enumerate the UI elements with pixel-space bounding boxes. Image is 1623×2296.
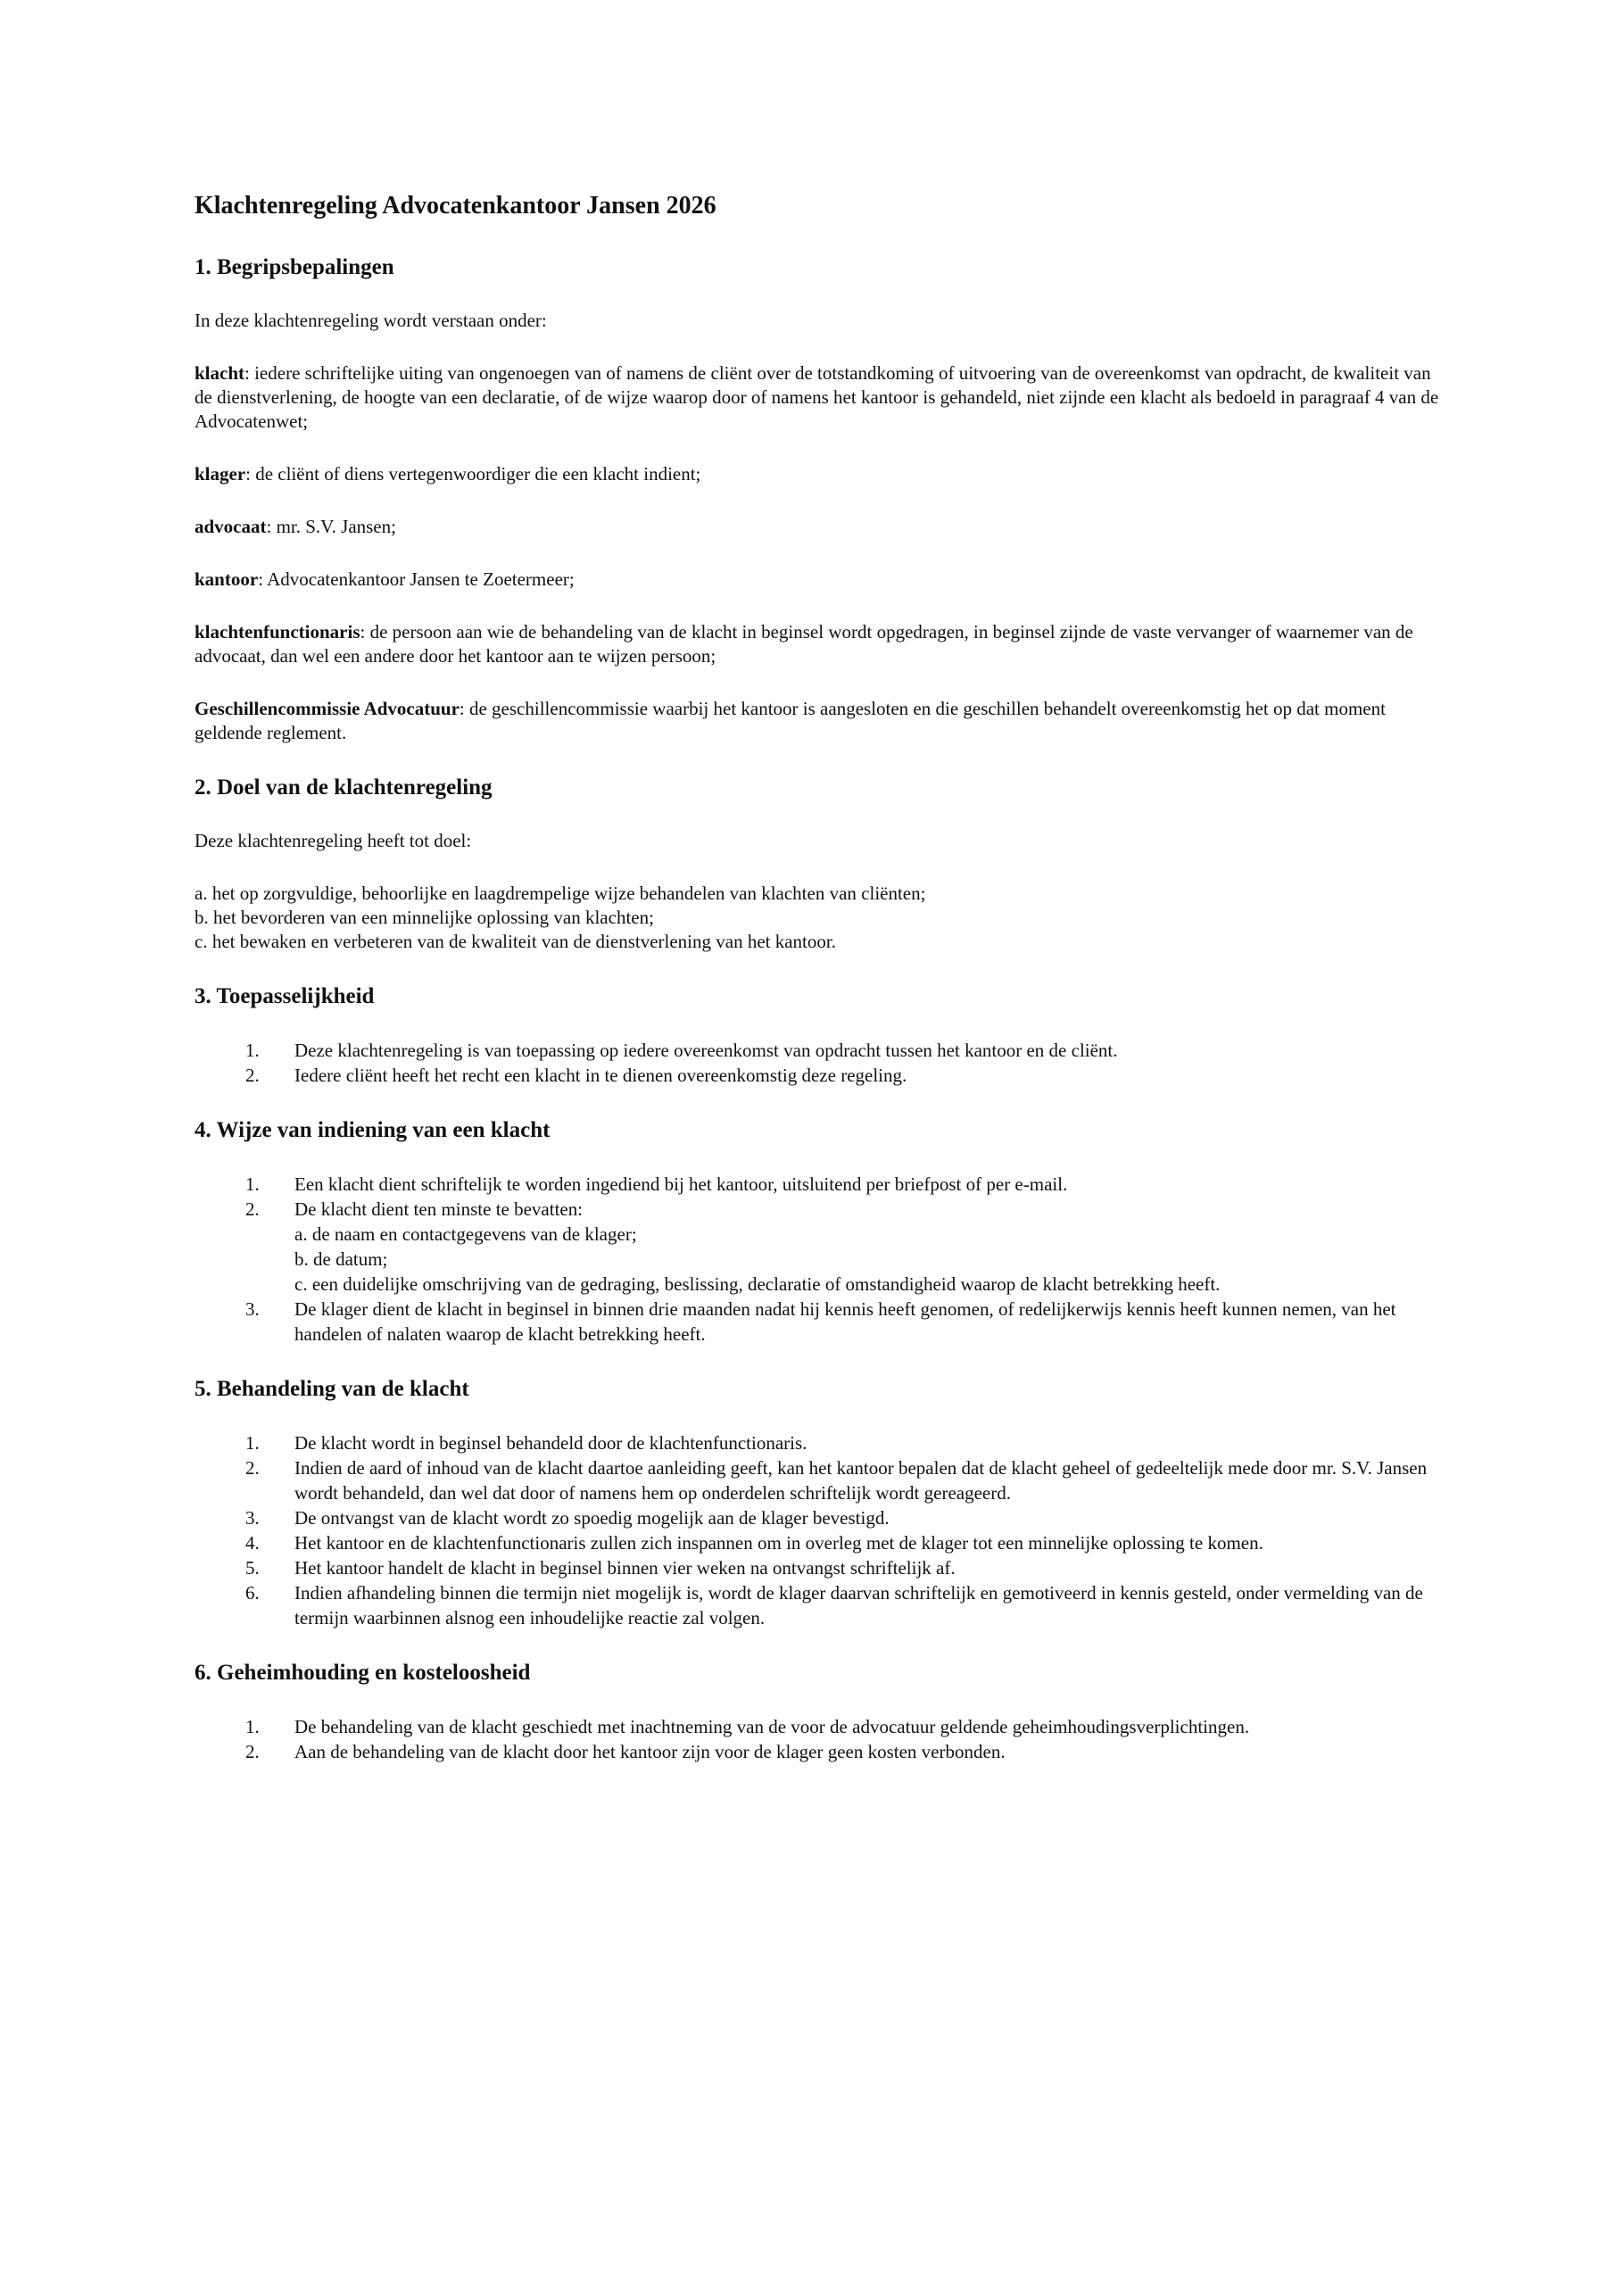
definition-klacht: [195, 361, 1444, 434]
list-item: [195, 1739, 1444, 1764]
section-heading-toepasselijkheid: 3. Toepasselijkheid: [195, 984, 375, 1008]
list-text: De klager dient de klacht in beginsel in binnen drie maanden nadat hij kennis heeft genomen, of redelijkerwijs kennis heeft kunnen nemen, van het handelen of nalaten waarop de klacht betrekking heeft.: [294, 1298, 1396, 1345]
list-number: 2.: [245, 1457, 260, 1479]
section-intro: Deze klachtenregeling heeft tot doel:: [195, 830, 472, 851]
definition-klager: [195, 462, 1444, 486]
list-text: De behandeling van de klacht geschiedt met inachtneming van de voor de advocatuur geldende geheimhoudingsverplichtingen.: [294, 1716, 1250, 1737]
list-item: [195, 1714, 1444, 1739]
list-item: [195, 1197, 1444, 1297]
list-text: De klacht wordt in beginsel behandeld door de klachtenfunctionaris.: [294, 1432, 807, 1454]
definition-geschillencommissie: [195, 697, 1444, 745]
list-item: [195, 1063, 1444, 1088]
list-number: 3.: [245, 1298, 260, 1320]
list-text: Deze klachtenregeling is van toepassing op iedere overeenkomst van opdracht tussen het kantoor en de cliënt.: [294, 1040, 1118, 1061]
definition-term: Geschillencommissie Advocatuur: [195, 698, 460, 719]
list-text: Indien afhandeling binnen die termijn niet mogelijk is, wordt de klager daarvan schriftelijk en gemotiveerd in kennis gesteld, onder vermelding van de termijn waarbinnen alsnog een inhoudelijke reactie zal volgen.: [294, 1582, 1423, 1629]
list-number: 5.: [245, 1557, 260, 1579]
definition-text: : de geschillencommissie waarbij het kantoor is aangesloten en die geschillen behandelt overeenkomstig het op dat moment geldende reglement.: [195, 698, 1386, 743]
definition-text: : mr. S.V. Jansen;: [266, 516, 396, 537]
doel-line-c: c. het bewaken en verbeteren van de kwaliteit van de dienstverlening van het kantoor.: [195, 931, 836, 952]
list-number: 4.: [245, 1532, 260, 1554]
list-item: [195, 1038, 1444, 1063]
list-item: [195, 1430, 1444, 1455]
section-heading-begripsbepalingen: 1. Begripsbepalingen: [195, 255, 394, 279]
definition-term: klacht: [195, 362, 245, 384]
definition-term: klachtenfunctionaris: [195, 621, 360, 642]
doel-line-b: b. het bevorderen van een minnelijke oplossing van klachten;: [195, 907, 654, 928]
list-text: Indien de aard of inhoud van de klacht daartoe aanleiding geeft, kan het kantoor bepalen dat de klacht geheel of gedeeltelijk mede door mr. S.V. Jansen wordt behandeld, dan wel dat door of namens hem op onderdelen schriftelijk wordt gereageerd.: [294, 1457, 1428, 1504]
sub-item: b. de datum;: [294, 1248, 388, 1270]
document-page: [195, 187, 1444, 1764]
list-text: Aan de behandeling van de klacht door het kantoor zijn voor de klager geen kosten verbonden.: [294, 1741, 1006, 1762]
list-number: 2.: [245, 1741, 260, 1762]
list-number: 1.: [245, 1040, 260, 1061]
doel-line-a: a. het op zorgvuldige, behoorlijke en laagdrempelige wijze behandelen van klachten van cliënten;: [195, 883, 926, 904]
definition-term: kantoor: [195, 568, 259, 590]
geheimhouding-list: [195, 1714, 1444, 1764]
list-item: [195, 1455, 1444, 1505]
list-item: [195, 1530, 1444, 1555]
definition-text: : iedere schriftelijke uiting van ongenoegen van of namens de cliënt over de totstandkoming of uitvoering van de overeenkomst van opdracht, de kwaliteit van de dienstverlening, de hoogte van een declaratie, of de wijze waarop door of namens het kantoor is gehandeld, niet zijnde een klacht als bedoeld in paragraaf 4 van de Advocatenwet;: [195, 362, 1439, 432]
list-text: De klacht dient ten minste te bevatten:: [294, 1198, 584, 1220]
toepasselijkheid-list: [195, 1038, 1444, 1088]
section-heading-indiening: 4. Wijze van indiening van een klacht: [195, 1118, 551, 1142]
definition-term: advocaat: [195, 516, 267, 537]
sub-item: a. de naam en contactgegevens van de klager;: [294, 1223, 637, 1245]
behandeling-list: [195, 1430, 1444, 1630]
sub-item: c. een duidelijke omschrijving van de gedraging, beslissing, declaratie of omstandigheid waarop de klacht betrekking heeft.: [294, 1273, 1221, 1295]
list-text: Een klacht dient schriftelijk te worden ingediend bij het kantoor, uitsluitend per briefpost of per e-mail.: [294, 1173, 1068, 1195]
list-item: [195, 1580, 1444, 1630]
definition-klachtenfunctionaris: [195, 620, 1444, 668]
list-number: 2.: [245, 1198, 260, 1220]
document-title: Klachtenregeling Advocatenkantoor Jansen 2026: [195, 192, 716, 220]
list-number: 3.: [245, 1507, 260, 1529]
section-heading-doel: 2. Doel van de klachtenregeling: [195, 775, 493, 800]
section-intro: In deze klachtenregeling wordt verstaan onder:: [195, 310, 547, 331]
list-text: Het kantoor en de klachtenfunctionaris zullen zich inspannen om in overleg met de klager tot een minnelijke oplossing te komen.: [294, 1532, 1263, 1554]
list-text: De ontvangst van de klacht wordt zo spoedig mogelijk aan de klager bevestigd.: [294, 1507, 890, 1529]
list-text: Iedere cliënt heeft het recht een klacht in te dienen overeenkomstig deze regeling.: [294, 1065, 907, 1086]
list-number: 6.: [245, 1582, 260, 1604]
definition-text: : de cliënt of diens vertegenwoordiger die een klacht indient;: [245, 463, 701, 485]
section-heading-behandeling: 5. Behandeling van de klacht: [195, 1377, 469, 1401]
definition-text: : Advocatenkantoor Jansen te Zoetermeer;: [258, 568, 575, 590]
list-item: [195, 1172, 1444, 1197]
definition-text: : de persoon aan wie de behandeling van de klacht in beginsel wordt opgedragen, in beginsel zijnde de vaste vervanger of waarnemer van de advocaat, dan wel een andere door het kantoor aan te wijzen persoon;: [195, 621, 1413, 667]
list-item: [195, 1505, 1444, 1530]
list-number: 1.: [245, 1173, 260, 1195]
indiening-list: [195, 1172, 1444, 1347]
definition-term: klager: [195, 463, 246, 485]
definition-advocaat: [195, 515, 1444, 539]
section-heading-geheimhouding: 6. Geheimhouding en kosteloosheid: [195, 1661, 531, 1685]
definition-kantoor: [195, 568, 1444, 592]
list-number: 1.: [245, 1716, 260, 1737]
list-text: Het kantoor handelt de klacht in beginsel binnen vier weken na ontvangst schriftelijk af.: [294, 1557, 956, 1579]
list-number: 1.: [245, 1432, 260, 1454]
list-item: [195, 1555, 1444, 1580]
list-item: [195, 1297, 1444, 1347]
list-number: 2.: [245, 1065, 260, 1086]
